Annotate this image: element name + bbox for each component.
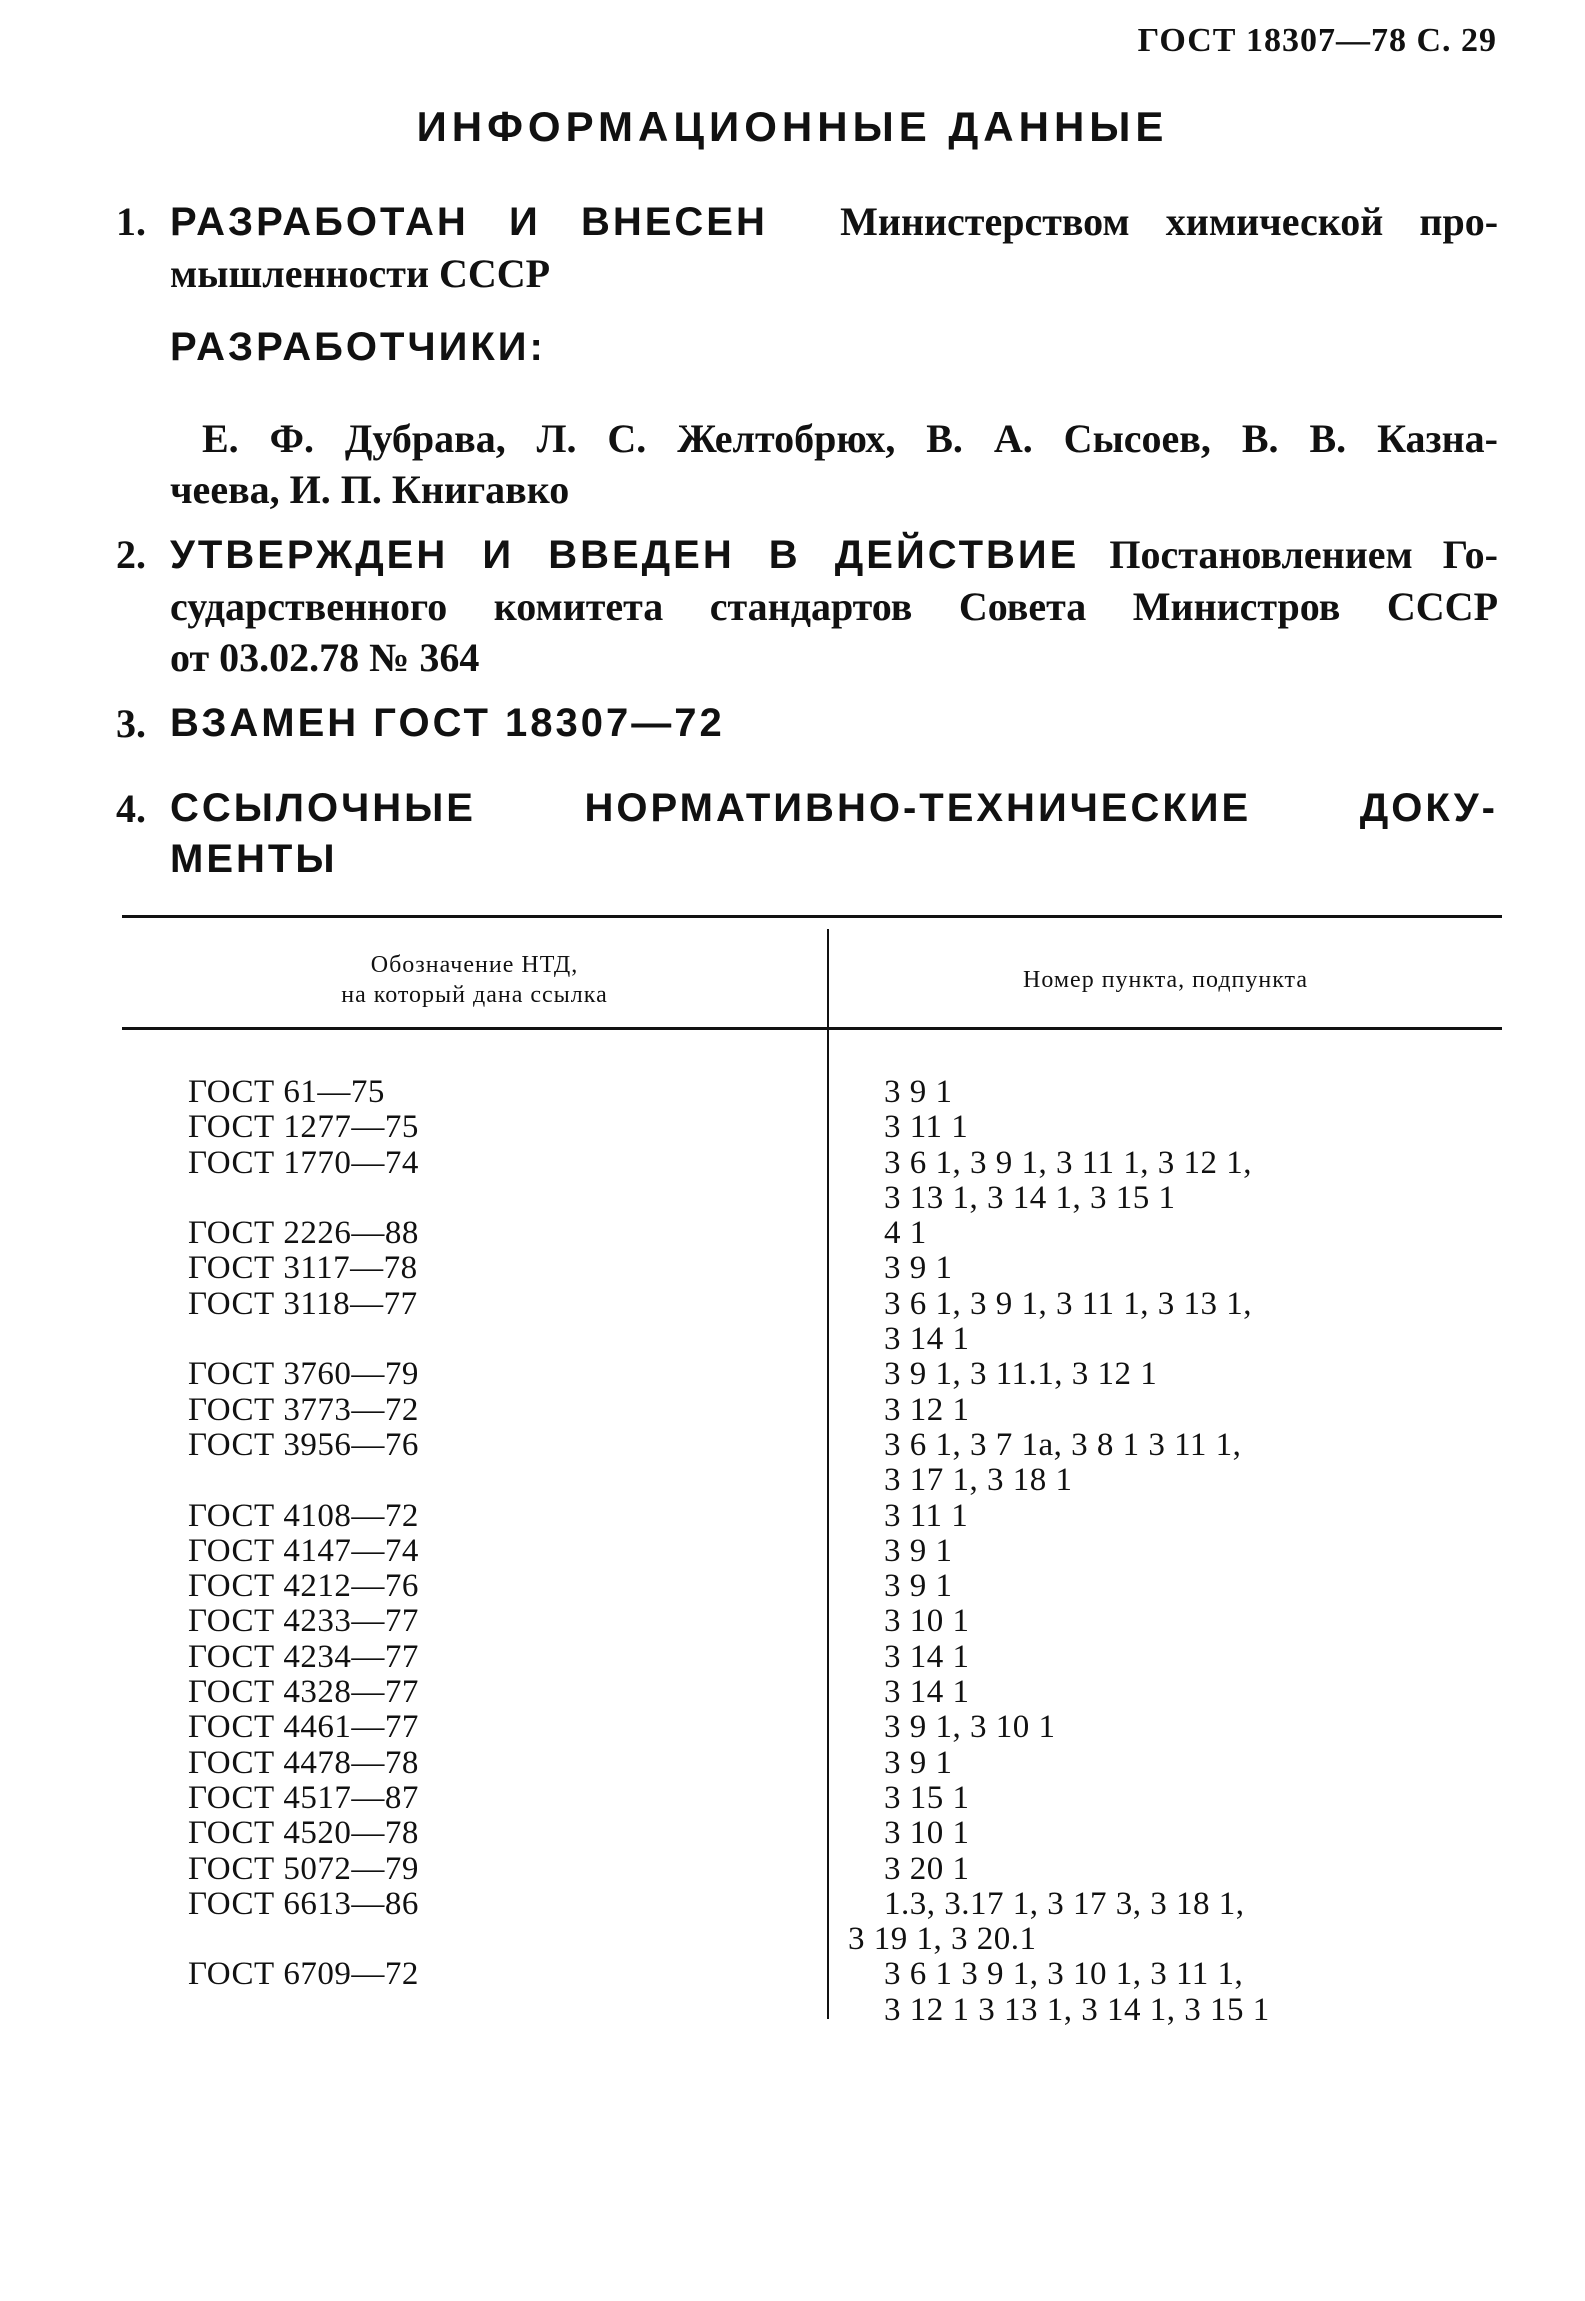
- section-4-line-2: МЕНТЫ: [170, 837, 338, 881]
- table-row-document: ГОСТ 3118—77: [188, 1285, 418, 1322]
- table-row-document: ГОСТ 1277—75: [188, 1109, 419, 1146]
- table-row-document: ГОСТ 61—75: [188, 1074, 385, 1110]
- table-row-document: ГОСТ 3760—79: [188, 1356, 419, 1393]
- table-row-document: ГОСТ 6613—86: [188, 1885, 419, 1922]
- table-row-clauses: 3 9 1, 3 11.1, 3 12 1: [884, 1356, 1158, 1393]
- table-row-clauses: 3 6 1, 3 9 1, 3 11 1, 3 12 1,: [884, 1144, 1253, 1181]
- table-column-clauses: [848, 1074, 1270, 2028]
- table-row-clauses: 3 9 1: [884, 1744, 953, 1781]
- table-row-clauses: 3 12 1 3 13 1, 3 14 1, 3 15 1: [884, 1991, 1270, 2028]
- section-4-number: 4.: [116, 786, 146, 831]
- table-row-clauses: 3 6 1, 3 7 1а, 3 8 1 3 11 1,: [884, 1426, 1242, 1463]
- table-row-document: ГОСТ 3956—76: [188, 1426, 419, 1463]
- table-row-clauses: 3 9 1: [884, 1074, 953, 1110]
- table-header-right: Номер пункта, подпункта: [1022, 967, 1308, 993]
- table-row-clauses: 3 20 1: [884, 1850, 970, 1887]
- table-column-separator: [827, 929, 829, 2019]
- section-1-line-1-rest: Министерством химической про-: [840, 199, 1499, 244]
- section-3-caps: ВЗАМЕН ГОСТ 18307—72: [170, 701, 725, 745]
- section-1-caps: РАЗРАБОТАН И ВНЕСЕН: [170, 200, 768, 244]
- section-2-line-3: от 03.02.78 № 364: [170, 635, 480, 680]
- table-row-clauses: 3 14 1: [884, 1674, 970, 1711]
- document-title: ИНФОРМАЦИОННЫЕ ДАННЫЕ: [416, 103, 1169, 150]
- table-row-spacer: [188, 1922, 419, 1957]
- table-row-clauses: 3 6 1 3 9 1, 3 10 1, 3 11 1,: [884, 1956, 1244, 1993]
- table-row-spacer: [188, 1322, 419, 1357]
- table-row-spacer: [188, 1993, 419, 2028]
- section-2-line-1-rest: Постановлением Го-: [1109, 532, 1498, 577]
- table-row-spacer: [188, 1463, 419, 1498]
- table-row-clauses: 3 10 1: [884, 1815, 970, 1852]
- section-3: [116, 698, 1498, 749]
- section-1-number: 1.: [116, 199, 146, 244]
- table-row-clauses: 3 10 1: [884, 1603, 970, 1640]
- developers-line-1: Е. Ф. Дубрава, Л. С. Желтобрюх, В. А. Сысоев, В. В. Казна-: [202, 416, 1498, 461]
- table-row-spacer: [188, 1181, 419, 1216]
- table-row-clauses: 3 19 1, 3 20.1: [848, 1921, 1037, 1958]
- table-header-rule: [122, 1027, 1502, 1030]
- table-row-document: ГОСТ 3773—72: [188, 1391, 419, 1428]
- section-1: [116, 196, 1498, 299]
- table-column-document: [188, 1075, 419, 2028]
- section-4: [116, 783, 1498, 885]
- table-row-clauses: 3 14 1: [884, 1321, 970, 1358]
- table-row-document: ГОСТ 4234—77: [188, 1638, 419, 1675]
- table-header-left-line-2: на который дана ссылка: [341, 982, 608, 1008]
- developers-list: [170, 413, 1498, 515]
- table-row-clauses: 3 11 1: [884, 1109, 969, 1146]
- section-2-line-2: сударственного комитета стандартов Совета Министров СССР: [170, 584, 1498, 629]
- section-2: [116, 529, 1498, 683]
- section-2-caps: УТВЕРЖДЕН И ВВЕДЕН В ДЕЙСТВИЕ: [170, 533, 1080, 577]
- table-header-left-line-1: Обозначение НТД,: [370, 952, 579, 978]
- section-4-line-1: ССЫЛОЧНЫЕ НОРМАТИВНО-ТЕХНИЧЕСКИЕ ДОКУ-: [170, 786, 1498, 830]
- section-3-number: 3.: [116, 701, 146, 746]
- table-row-document: ГОСТ 4212—76: [188, 1568, 419, 1605]
- table-row-clauses: 3 11 1: [884, 1497, 969, 1534]
- table-header-left: [122, 950, 827, 1010]
- developers-line-2: чеева, И. П. Книгавко: [170, 467, 570, 512]
- table-row-clauses: 3 9 1: [884, 1532, 953, 1569]
- table-row-document: ГОСТ 4233—77: [188, 1603, 419, 1640]
- table-row-document: ГОСТ 4461—77: [188, 1709, 419, 1746]
- section-1-line-1: [170, 196, 1498, 248]
- section-2-number: 2.: [116, 532, 146, 577]
- table-row-clauses: 3 14 1: [884, 1638, 970, 1675]
- table-row-document: ГОСТ 4520—78: [188, 1815, 419, 1852]
- table-row-document: ГОСТ 5072—79: [188, 1850, 419, 1887]
- references-table: [122, 915, 1502, 2035]
- table-top-rule: [122, 915, 1502, 918]
- table-row-document: ГОСТ 4328—77: [188, 1674, 419, 1711]
- page-header: ГОСТ 18307—78 С. 29: [1137, 22, 1497, 59]
- section-1-line-2: мышленности СССР: [170, 251, 551, 296]
- table-row-clauses: 3 9 1, 3 10 1: [884, 1709, 1056, 1746]
- table-row-clauses: 1.3, 3.17 1, 3 17 3, 3 18 1,: [884, 1885, 1245, 1922]
- table-row-clauses: 3 17 1, 3 18 1: [884, 1462, 1073, 1499]
- table-row-clauses: 3 13 1, 3 14 1, 3 15 1: [884, 1179, 1176, 1216]
- section-2-line-1: [170, 529, 1498, 581]
- table-row-document: ГОСТ 4147—74: [188, 1532, 419, 1569]
- table-row-clauses: 3 9 1: [884, 1568, 953, 1605]
- table-row-clauses: 3 6 1, 3 9 1, 3 11 1, 3 13 1,: [884, 1285, 1253, 1322]
- table-row-document: ГОСТ 3117—78: [188, 1250, 418, 1287]
- table-row-clauses: 3 12 1: [884, 1391, 970, 1428]
- table-row-document: ГОСТ 1770—74: [188, 1144, 419, 1181]
- developers-heading: РАЗРАБОТЧИКИ:: [170, 325, 546, 369]
- table-row-clauses: 3 9 1: [884, 1250, 953, 1287]
- table-row-document: ГОСТ 6709—72: [188, 1956, 419, 1993]
- table-row-clauses: 4 1: [884, 1215, 927, 1252]
- table-row-document: ГОСТ 4478—78: [188, 1744, 419, 1781]
- table-row-document: ГОСТ 2226—88: [188, 1215, 419, 1252]
- table-row-document: ГОСТ 4108—72: [188, 1497, 419, 1534]
- table-row-document: ГОСТ 4517—87: [188, 1779, 419, 1816]
- table-row-clauses: 3 15 1: [884, 1779, 970, 1816]
